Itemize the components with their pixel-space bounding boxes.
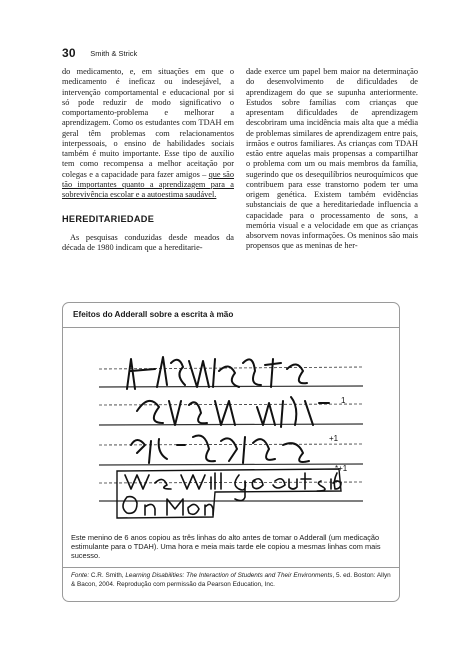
box-title: Efeitos do Adderall sobre a escrita à mão [63,303,399,328]
left-paragraph-2: As pesquisas conduzidas desde meados da década de 1980 indicam que a hereditarie- [62,232,234,252]
right-paragraph: dade exerce um papel bem maior na determinação do desenvolvimento de dificuldades de aprendizagem do que se supunha anteriormente. Estudos sobre famílias com crianças que apresentam dificuldades de aprendizagem descobriram uma incidência mais alta que a média de problemas similares de aprendizagem entre pais, irmãos e outros familiares. As crianças com TDAH estão entre aquelas mais propensas a compartilhar o problema com um ou mais membros da família, sugerindo que os desequilíbrios neuroquímicos que contribuem para esse transtorno podem ter uma origem genética. Existem também evidências substanciais de que a hereditariedade influencia a capacidade para o processamento de sons, a memória visual e a velocidade em que as crianças absorvem novas informações. Os meninos são mais propensos que as meninas de her- [246,67,418,251]
figure-caption: Este menino de 6 anos copiou as três linhas do alto antes de tomar o Adderall (um medicação estimulante para o TDAH). Uma hora e meia mais tarde ele copiou a mesmas linhas com mais sucesso. [71,533,381,561]
running-head-authors: Smith & Strick [90,49,138,58]
left-paragraph-1 [62,67,234,200]
margin-note-1: 1 [341,396,346,405]
page-number: 30 [62,46,76,60]
left-paragraph-1-underlined: que são tão importantes quanto a aprendizagem para a sobrevivência escolar e a autoestima saudável. [62,169,234,199]
handwriting-sample-figure [97,341,367,527]
margin-note-2: +1 [329,434,339,443]
running-head [62,44,402,58]
source-label: Fonte: [71,572,90,579]
figure-source [63,567,399,602]
source-author: C.R. Smith, [90,572,124,579]
left-paragraph-1-text: do medicamento, e, em situações em que o medicamento é ineficaz ou indesejável, a intervenção comportamental e educacional por si só pode reduzir de modo significativo o comportamento-problema e melhorar a aprendizagem. Como os estudantes com TDAH em geral têm problemas com relacionamentos interpessoais, o ensino de habilidades sociais também é muito importante. Esse tipo de auxílio tem como recompensa a melhor aceitação por colegas e a capacidade para fazer amigos – [62,67,234,179]
margin-note-3: *+1 [335,464,348,473]
source-publication: , 5. ed. Boston: Allyn & Bacon, 2004. Reprodução com permissão da Pearson Education, Inc. [71,572,391,588]
section-heading-hereditariedade: HEREDITARIEDADE [62,214,155,225]
source-title: Learning Disabilities: The Interaction of Students and Their Environments [125,572,333,579]
left-column [62,67,234,253]
right-column [246,67,418,252]
sidebar-box [62,302,400,602]
